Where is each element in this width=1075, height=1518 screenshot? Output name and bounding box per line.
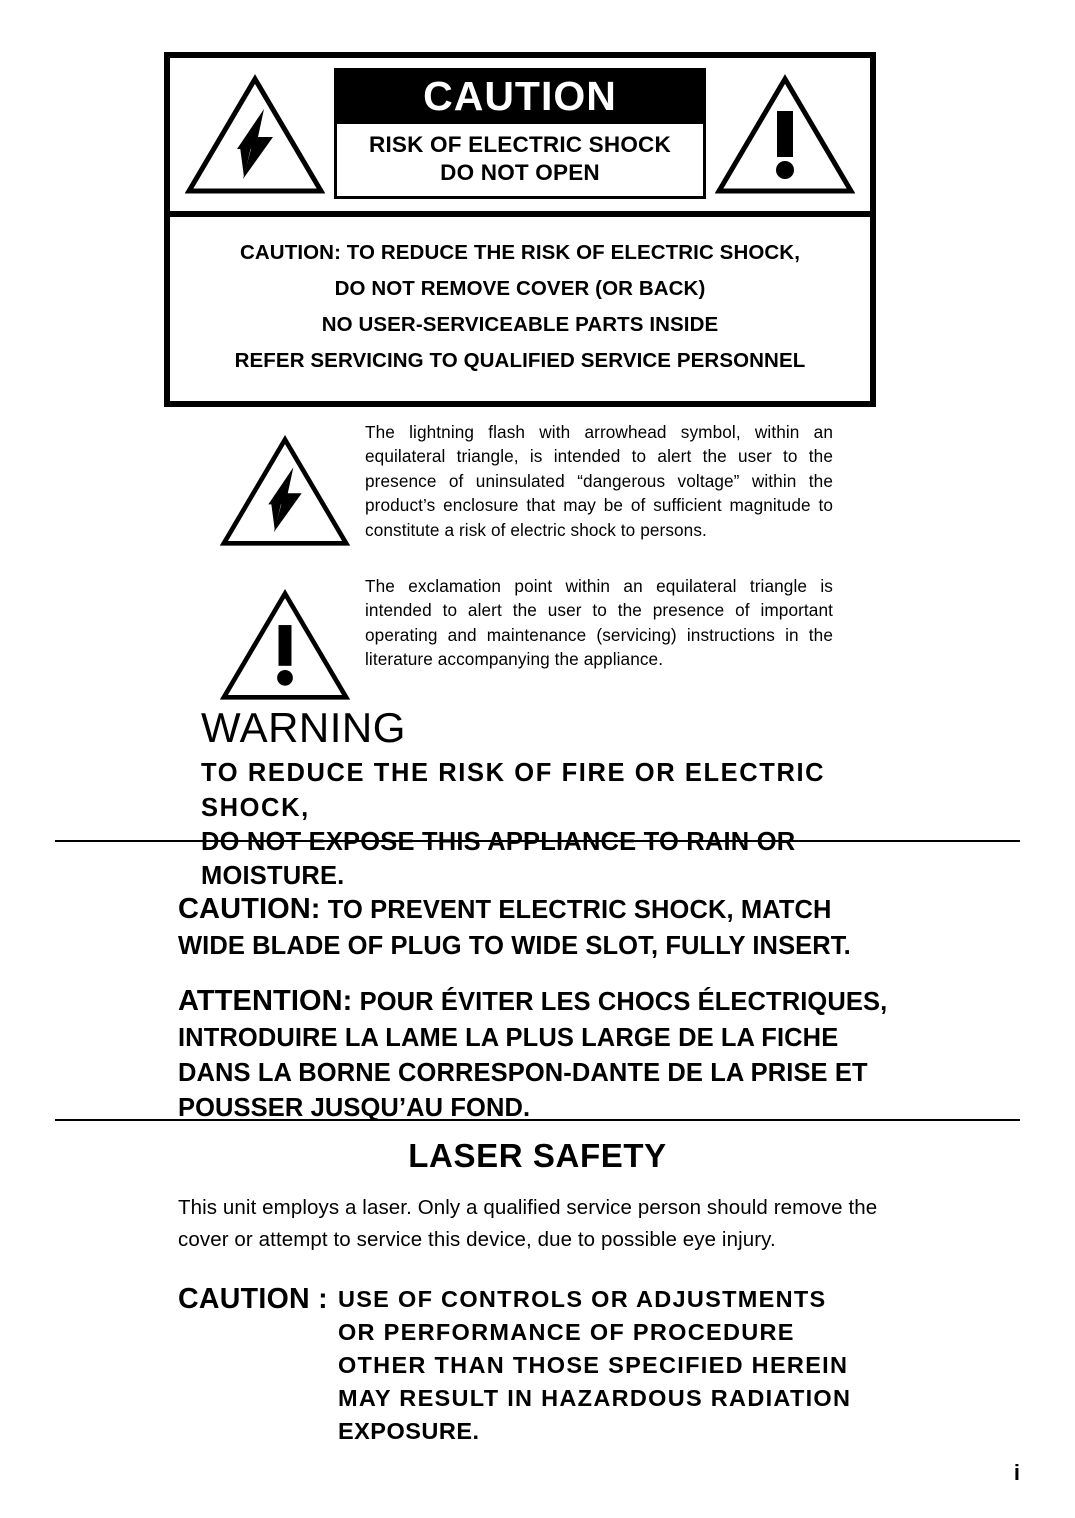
exclamation-triangle-icon [710, 66, 860, 201]
caution-body-line-1: CAUTION: TO REDUCE THE RISK OF ELECTRIC SHOCK, [239, 241, 800, 265]
exclamation-triangle-icon [205, 574, 365, 701]
caution-box [164, 52, 876, 407]
warning-heading: WARNING [201, 704, 406, 751]
warning-line-1: TO REDUCE THE RISK OF FIRE OR ELECTRIC SHOCK, [201, 759, 826, 822]
divider-rule-bottom [55, 1119, 1020, 1121]
plug-caution-paragraph [178, 889, 900, 964]
symbol-explanation-lightning [205, 420, 833, 547]
page-number: i [1013, 1460, 1020, 1485]
plug-attention-paragraph [178, 981, 900, 1127]
laser-safety-paragraph: This unit employs a laser. Only a qualified service person should remove the cover or attempt to service this device, due to possible eye injury. [178, 1196, 878, 1251]
caution-center-panel [334, 68, 706, 199]
caution-subtitle-line-1: RISK OF ELECTRIC SHOCK [369, 132, 671, 157]
laser-caution-line-3: OTHER THAN THOSE SPECIFIED HEREIN [337, 1351, 849, 1378]
laser-caution-label: CAUTION : [178, 1283, 328, 1315]
caution-body-line-4: REFER SERVICING TO QUALIFIED SERVICE PERSONNEL [234, 348, 806, 372]
lightning-bolt-triangle-icon [205, 420, 365, 547]
caution-box-body [170, 217, 870, 401]
laser-caution-block [178, 1283, 900, 1447]
caution-box-top [170, 58, 870, 217]
laser-caution-text [338, 1283, 868, 1447]
laser-safety-title: LASER SAFETY [408, 1137, 667, 1174]
laser-caution-line-2: OR PERFORMANCE OF PROCEDURE [337, 1318, 795, 1345]
symbol-explanation-exclamation [205, 574, 833, 701]
caution-subtitle [337, 124, 703, 196]
caution-body-line-3: NO USER-SERVICEABLE PARTS INSIDE [321, 313, 719, 336]
plug-attention-label: ATTENTION: [178, 984, 353, 1017]
plug-caution-label: CAUTION: [178, 892, 321, 925]
caution-body-line-2: DO NOT REMOVE COVER (OR BACK) [334, 277, 706, 301]
divider-rule-top [55, 840, 1020, 842]
lightning-bolt-triangle-icon [180, 66, 330, 201]
symbol-explanation-text: The lightning flash with arrowhead symbol, within an equilateral triangle, is intended to alert the user to the presence of uninsulated “dangerous voltage” within the product’s enclosure that may be of sufficient magnitude to constitute a risk of electric shock to persons. [365, 422, 833, 540]
warning-line-2: DO NOT EXPOSE THIS APPLIANCE TO RAIN OR MOISTURE. [201, 827, 796, 891]
symbol-explanation-text: The exclamation point within an equilateral triangle is intended to alert the user to the presence of important operating and maintenance (servicing) instructions in the literature accompanying the appliance. [365, 576, 833, 670]
laser-caution-line-1: USE OF CONTROLS OR ADJUSTMENTS [337, 1286, 827, 1312]
caution-title: CAUTION [337, 71, 703, 124]
plug-caution-text: TO PREVENT ELECTRIC SHOCK, MATCH WIDE BLADE OF PLUG TO WIDE SLOT, FULLY INSERT. [178, 895, 851, 960]
caution-subtitle-line-2: DO NOT OPEN [440, 160, 600, 186]
laser-caution-line-4: MAY RESULT IN HAZARDOUS RADIATION [337, 1384, 852, 1411]
plug-attention-text: POUR ÉVITER LES CHOCS ÉLECTRIQUES, INTRODUIRE LA LAME LA PLUS LARGE DE LA FICHE DANS LA BORNE CORRESPON-DANTE DE LA PRISE ET POUSSER JUSQU’AU FOND. [178, 987, 888, 1122]
laser-caution-line-5: EXPOSURE. [337, 1417, 480, 1444]
plug-attention-block [178, 955, 900, 1152]
